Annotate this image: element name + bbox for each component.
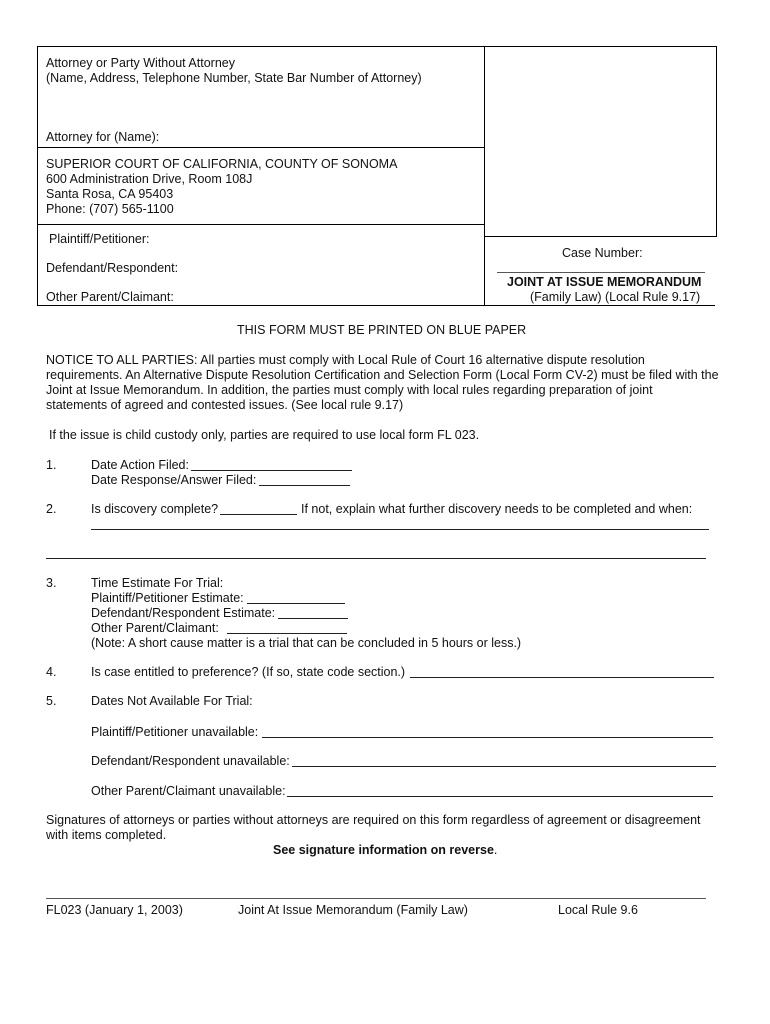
box-divider-parties <box>37 224 485 225</box>
court-city: Santa Rosa, CA 95403 <box>46 187 174 201</box>
other-parent-unavailable-field[interactable] <box>287 796 713 797</box>
attorney-label: Attorney or Party Without Attorney <box>46 56 235 70</box>
preference-field[interactable] <box>410 677 714 678</box>
plaintiff-estimate-label: Plaintiff/Petitioner Estimate: <box>91 591 244 605</box>
other-parent-unavailable-label: Other Parent/Claimant unavailable: <box>91 784 286 798</box>
notice-line: statements of agreed and contested issues. (See local rule 9.17) <box>46 398 404 412</box>
signature-reverse-period: . <box>493 843 498 857</box>
defendant-label: Defendant/Respondent: <box>46 261 179 275</box>
notice-line: requirements. An Alternative Dispute Resolution Certification and Selection Form (Local Form CV-2) must be filed with the <box>46 368 719 382</box>
signature-reverse-note <box>273 843 497 857</box>
short-cause-note: (Note: A short cause matter is a trial that can be concluded in 5 hours or less.) <box>91 636 522 650</box>
attorney-for-label: Attorney for (Name): <box>46 130 160 144</box>
court-address: 600 Administration Drive, Room 108J <box>46 172 253 186</box>
date-response-filed-field[interactable] <box>259 485 350 486</box>
dates-not-available-label: Dates Not Available For Trial: <box>91 694 253 708</box>
defendant-unavailable-field[interactable] <box>292 766 716 767</box>
discovery-explain-field-1[interactable] <box>91 529 709 530</box>
discovery-explain-label: If not, explain what further discovery needs to be completed and when: <box>301 502 693 516</box>
defendant-unavailable-label: Defendant/Respondent unavailable: <box>91 754 290 768</box>
notice-line: NOTICE TO ALL PARTIES: All parties must comply with Local Rule of Court 16 alternative dispute resolution <box>46 353 645 367</box>
notice-line: Joint at Issue Memorandum. In addition, the parties must comply with local rules regarding preparation of joint <box>46 383 653 397</box>
case-number-line <box>497 272 705 273</box>
box-right-border <box>716 46 717 237</box>
form-subtitle: (Family Law) (Local Rule 9.17) <box>530 290 701 304</box>
signatures-note-cont: with items completed. <box>46 828 167 842</box>
other-parent-label: Other Parent/Claimant: <box>46 290 174 304</box>
discovery-complete-field[interactable] <box>220 514 297 515</box>
footer-form-id: FL023 (January 1, 2003) <box>46 903 183 917</box>
court-phone: Phone: (707) 565-1100 <box>46 202 174 216</box>
discovery-explain-field-2[interactable] <box>46 558 706 559</box>
discovery-complete-label: Is discovery complete? <box>91 502 219 516</box>
item-1-number: 1. <box>46 458 57 472</box>
signatures-note: Signatures of attorneys or parties without attorneys are required on this form regardless of agreement or disagreement <box>46 813 701 827</box>
defendant-estimate-field[interactable] <box>278 618 348 619</box>
plaintiff-unavailable-label: Plaintiff/Petitioner unavailable: <box>91 725 259 739</box>
item-3-number: 3. <box>46 576 57 590</box>
date-response-filed-label: Date Response/Answer Filed: <box>91 473 257 487</box>
custody-note: If the issue is child custody only, parties are required to use local form FL 023. <box>49 428 480 442</box>
plaintiff-unavailable-field[interactable] <box>262 737 713 738</box>
time-estimate-label: Time Estimate For Trial: <box>91 576 224 590</box>
plaintiff-estimate-field[interactable] <box>247 603 345 604</box>
blue-paper-banner: THIS FORM MUST BE PRINTED ON BLUE PAPER <box>237 323 527 337</box>
item-4-number: 4. <box>46 665 57 679</box>
box-divider-case <box>484 236 717 237</box>
date-action-filed-field[interactable] <box>191 470 352 471</box>
date-action-filed-label: Date Action Filed: <box>91 458 189 472</box>
footer-form-name: Joint At Issue Memorandum (Family Law) <box>238 903 468 917</box>
box-bottom-border <box>37 305 715 306</box>
box-divider-vertical <box>484 46 485 306</box>
attorney-details-label: (Name, Address, Telephone Number, State Bar Number of Attorney) <box>46 71 422 85</box>
form-title: JOINT AT ISSUE MEMORANDUM <box>507 275 702 289</box>
box-left-border <box>37 46 38 306</box>
item-5-number: 5. <box>46 694 57 708</box>
footer-rule-number: Local Rule 9.6 <box>558 903 638 917</box>
case-number-label: Case Number: <box>562 246 643 260</box>
other-parent-estimate-field[interactable] <box>227 633 347 634</box>
item-2-number: 2. <box>46 502 57 516</box>
court-name: SUPERIOR COURT OF CALIFORNIA, COUNTY OF SONOMA <box>46 157 398 171</box>
preference-label: Is case entitled to preference? (If so, state code section.) <box>91 665 406 679</box>
signature-reverse-text: See signature information on reverse <box>273 843 494 857</box>
box-top-border <box>37 46 717 47</box>
defendant-estimate-label: Defendant/Respondent Estimate: <box>91 606 276 620</box>
other-parent-estimate-label: Other Parent/Claimant: <box>91 621 219 635</box>
box-divider-court <box>37 147 485 148</box>
plaintiff-label: Plaintiff/Petitioner: <box>49 232 150 246</box>
footer-rule <box>46 898 706 899</box>
